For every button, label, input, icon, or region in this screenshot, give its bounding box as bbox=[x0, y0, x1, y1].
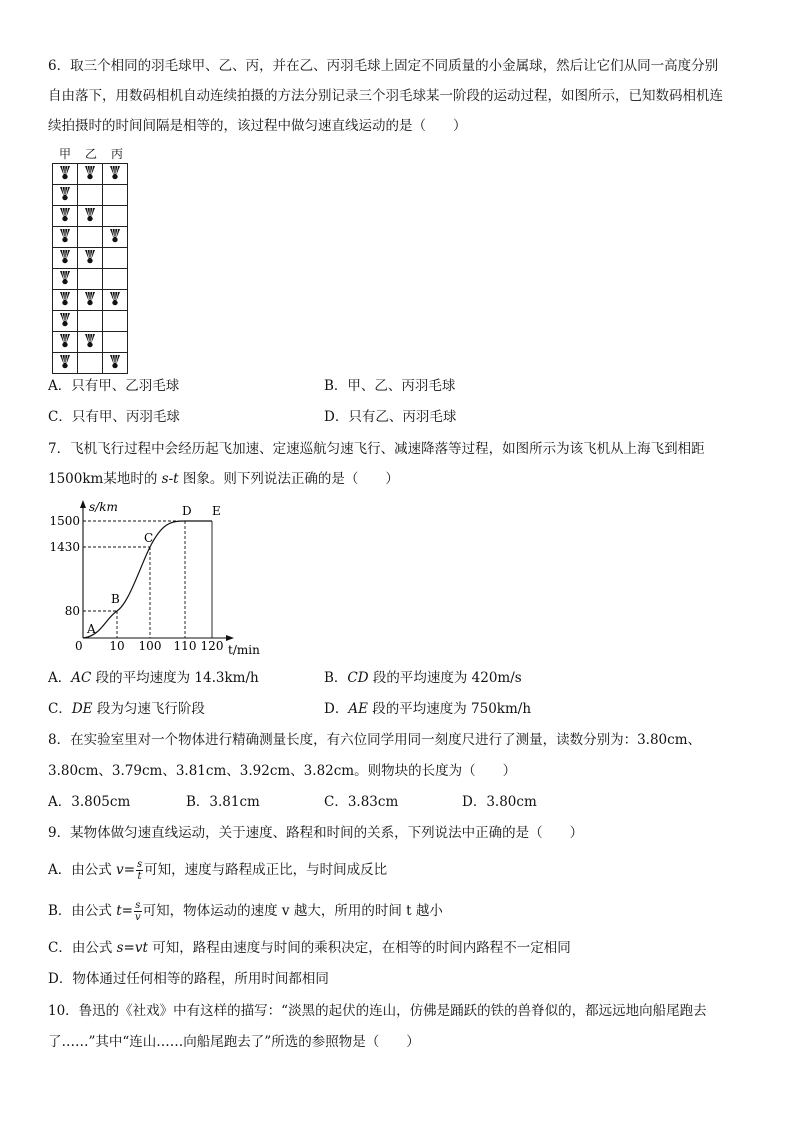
q8-option-b[interactable]: B．3.81cm bbox=[186, 794, 260, 810]
shuttlecock-icon bbox=[109, 168, 121, 184]
q7-option-b-letter: B． bbox=[324, 670, 348, 686]
grid-cell bbox=[78, 353, 103, 374]
q7-stem-line-1: 7．飞机飞行过程中会经历起飞加速、定速巡航匀速飞行、减速降落等过程，如图所示为该飞机从上海飞到相距 bbox=[48, 441, 705, 457]
grid-cell bbox=[78, 185, 103, 206]
q7-option-c[interactable] bbox=[48, 699, 205, 719]
q6-option-a[interactable]: A．只有甲、乙羽毛球 bbox=[48, 378, 180, 394]
q7-option-d-text: 段的平均速度为 750km/h bbox=[372, 701, 532, 717]
q7-option-a-var: AC bbox=[71, 670, 92, 686]
x-tick-label: 100 bbox=[138, 639, 162, 653]
grid-cell bbox=[53, 353, 78, 374]
grid-cell bbox=[53, 332, 78, 353]
grid-cell bbox=[78, 227, 103, 248]
point-label-A: A bbox=[87, 622, 96, 636]
q9-option-b-prefix: B．由公式 bbox=[48, 903, 117, 919]
grid-cell bbox=[78, 311, 103, 332]
point-label-D: D bbox=[182, 504, 192, 518]
q6-option-b[interactable]: B．甲、乙、丙羽毛球 bbox=[324, 378, 456, 394]
point-label-B: B bbox=[111, 592, 120, 606]
q9-option-a-text: 可知，速度与路程成正比，与时间成反比 bbox=[144, 862, 388, 878]
grid-row bbox=[53, 248, 128, 269]
grid-cell bbox=[53, 164, 78, 185]
q7-stem-line-2 bbox=[48, 469, 399, 489]
q9-option-b-text: 可知，物体运动的速度 v 越大，所用的时间 t 越小 bbox=[142, 903, 443, 919]
q10-stem-line-2: 了……”其中“连山……向船尾跑去了”所选的参照物是（ ） bbox=[48, 1034, 420, 1050]
x-axis-label: t/min bbox=[228, 643, 260, 657]
grid-cell bbox=[103, 311, 128, 332]
grid-cell bbox=[78, 290, 103, 311]
q7-option-c-var: DE bbox=[71, 701, 93, 717]
q7-option-d-letter: D． bbox=[324, 701, 349, 717]
shuttlecock-icon bbox=[59, 315, 71, 331]
q9-option-c-var: s=vt bbox=[116, 940, 148, 956]
q8-stem-line-1: 8．在实验室里对一个物体进行精确测量长度，有六位同学用同一刻度尺进行了测量，读数分别为：3.80cm、 bbox=[48, 732, 702, 748]
shuttlecock-icon bbox=[84, 294, 96, 310]
shuttlecock-icon bbox=[59, 273, 71, 289]
q9-option-a-prefix: A．由公式 bbox=[48, 862, 117, 878]
grid-cell bbox=[103, 269, 128, 290]
grid-cell bbox=[53, 185, 78, 206]
shuttlecock-icon bbox=[59, 357, 71, 373]
grid-cell bbox=[103, 290, 128, 311]
q9-option-a[interactable]: A．由公式 v= $\frac{s}{t}$ 可知，速度与路程成正比，与时间成反比 bbox=[48, 859, 388, 882]
fraction-denominator: v bbox=[134, 912, 141, 923]
grid-row bbox=[53, 185, 128, 206]
shuttlecock-icon bbox=[59, 231, 71, 247]
y-tick-label: 1430 bbox=[49, 540, 80, 554]
x-tick-label: 110 bbox=[173, 639, 197, 653]
q7-st-label: s-t bbox=[161, 471, 179, 487]
q7-option-c-text: 段为匀速飞行阶段 bbox=[96, 701, 205, 717]
shuttlecock-icon bbox=[84, 168, 96, 184]
grid-cell bbox=[103, 332, 128, 353]
y-tick-label: 80 bbox=[64, 604, 80, 618]
shuttlecock-icon bbox=[59, 189, 71, 205]
q7-option-a-text: 段的平均速度为 14.3km/h bbox=[95, 670, 259, 686]
grid-row bbox=[53, 164, 128, 185]
grid-header-bing: 丙 bbox=[111, 147, 124, 161]
grid-row bbox=[53, 332, 128, 353]
q6-stem-line-2: 自由落下，用数码相机自动连续拍摄的方法分别记录三个羽毛球某一阶段的运动过程，如图所示，已知数码相机连 bbox=[48, 88, 723, 104]
grid-cell bbox=[53, 206, 78, 227]
q7-option-a[interactable] bbox=[48, 668, 259, 688]
shuttlecock-icon bbox=[84, 210, 96, 226]
q6-stem-line-3: 续拍摄时的时间间隔是相等的，该过程中做匀速直线运动的是（ ） bbox=[48, 118, 467, 134]
grid-cell bbox=[78, 164, 103, 185]
fraction-numerator: s bbox=[137, 859, 143, 870]
formula-t-fraction bbox=[134, 900, 142, 923]
q9-option-c-text: 可知，路程由速度与时间的乘积决定，在相等的时间内路程不一定相同 bbox=[152, 940, 571, 956]
grid-row bbox=[53, 206, 128, 227]
shuttlecock-icon bbox=[109, 231, 121, 247]
shuttlecock-icon bbox=[59, 168, 71, 184]
grid-cell bbox=[78, 332, 103, 353]
q9-stem-line-1: 9．某物体做匀速直线运动，关于速度、路程和时间的关系，下列说法中正确的是（ ） bbox=[48, 825, 584, 841]
x-axis-arrow bbox=[226, 635, 234, 641]
origin-label: 0 bbox=[75, 639, 83, 653]
q7-option-c-letter: C． bbox=[48, 701, 72, 717]
grid-cell bbox=[103, 164, 128, 185]
grid-cell bbox=[78, 269, 103, 290]
grid-cell bbox=[78, 248, 103, 269]
q9-option-c[interactable] bbox=[48, 938, 571, 958]
q7-option-d-var: AE bbox=[348, 701, 368, 717]
q8-option-c[interactable]: C．3.83cm bbox=[324, 794, 399, 810]
grid-header-jia: 甲 bbox=[59, 147, 72, 161]
x-tick-label: 120 bbox=[200, 639, 224, 653]
fraction-numerator: s bbox=[135, 900, 141, 911]
q8-option-a[interactable]: A．3.805cm bbox=[48, 794, 131, 810]
q7-option-a-letter: A． bbox=[48, 670, 72, 686]
s-t-chart bbox=[48, 496, 278, 660]
shuttlecock-icon bbox=[84, 252, 96, 268]
grid-row bbox=[53, 290, 128, 311]
point-label-C: C bbox=[144, 531, 154, 545]
grid-cell bbox=[103, 206, 128, 227]
grid-cell bbox=[53, 290, 78, 311]
shuttlecock-icon bbox=[59, 210, 71, 226]
shuttlecock-icon bbox=[109, 294, 121, 310]
q7-stem-line-2a: 1500km某地时的 bbox=[48, 471, 158, 487]
grid-cell bbox=[103, 353, 128, 374]
q6-option-d[interactable]: D．只有乙、丙羽毛球 bbox=[324, 409, 457, 425]
grid-row bbox=[53, 269, 128, 290]
shuttlecock-icon bbox=[84, 336, 96, 352]
q7-option-d[interactable] bbox=[324, 699, 531, 719]
grid-cell bbox=[53, 311, 78, 332]
grid-cell bbox=[53, 227, 78, 248]
grid-header-yi: 乙 bbox=[85, 147, 98, 161]
shuttlecock-icon bbox=[59, 252, 71, 268]
fraction-denominator: t bbox=[137, 871, 142, 882]
grid-cell bbox=[53, 248, 78, 269]
shuttlecock-photo-grid bbox=[52, 163, 128, 374]
q9-option-a-var: v bbox=[116, 862, 124, 878]
y-axis-label: s/km bbox=[89, 500, 118, 514]
grid-cell bbox=[78, 206, 103, 227]
y-axis-arrow bbox=[80, 500, 86, 508]
point-label-E: E bbox=[212, 504, 221, 518]
q8-option-d[interactable]: D．3.80cm bbox=[462, 794, 537, 810]
q9-option-b-var: t bbox=[116, 903, 122, 919]
grid-cell bbox=[103, 227, 128, 248]
shuttlecock-icon bbox=[59, 336, 71, 352]
y-tick-label: 1500 bbox=[49, 514, 80, 528]
grid-cell bbox=[53, 269, 78, 290]
grid-row bbox=[53, 353, 128, 374]
q10-stem-line-1: 10．鲁迅的《社戏》中有这样的描写：“淡黑的起伏的连山，仿佛是踊跃的铁的兽脊似的，都远远地向船尾跑去 bbox=[48, 1003, 707, 1019]
q7-option-b-text: 段的平均速度为 420m/s bbox=[372, 670, 522, 686]
q9-option-c-prefix: C．由公式 bbox=[48, 940, 117, 956]
shuttlecock-icon bbox=[59, 294, 71, 310]
grid-row bbox=[53, 227, 128, 248]
x-tick-label: 10 bbox=[109, 639, 125, 653]
grid-cell bbox=[103, 185, 128, 206]
formula-v-fraction bbox=[136, 859, 143, 882]
q9-option-d[interactable]: D．物体通过任何相等的路程，所用时间都相同 bbox=[48, 971, 329, 987]
grid-cell bbox=[103, 248, 128, 269]
grid-row bbox=[53, 311, 128, 332]
q6-option-c[interactable]: C．只有甲、丙羽毛球 bbox=[48, 409, 180, 425]
q9-option-b[interactable]: B．由公式 t= $\frac{s}{v}$ 可知，物体运动的速度 v 越大，所用的时间 t 越小 bbox=[48, 900, 443, 923]
q7-option-b-var: CD bbox=[347, 670, 369, 686]
q7-stem-line-2c: 图象。则下列说法正确的是（ ） bbox=[182, 471, 399, 487]
shuttlecock-icon bbox=[109, 357, 121, 373]
q6-stem-line-1: 6．取三个相同的羽毛球甲、乙、丙，并在乙、丙羽毛球上固定不同质量的小金属球，然后让它们从同一高度分别 bbox=[48, 58, 719, 74]
q8-stem-line-2: 3.80cm、3.79cm、3.81cm、3.92cm、3.82cm。则物块的长度为（ ） bbox=[48, 763, 517, 779]
q7-option-b[interactable] bbox=[324, 668, 522, 688]
